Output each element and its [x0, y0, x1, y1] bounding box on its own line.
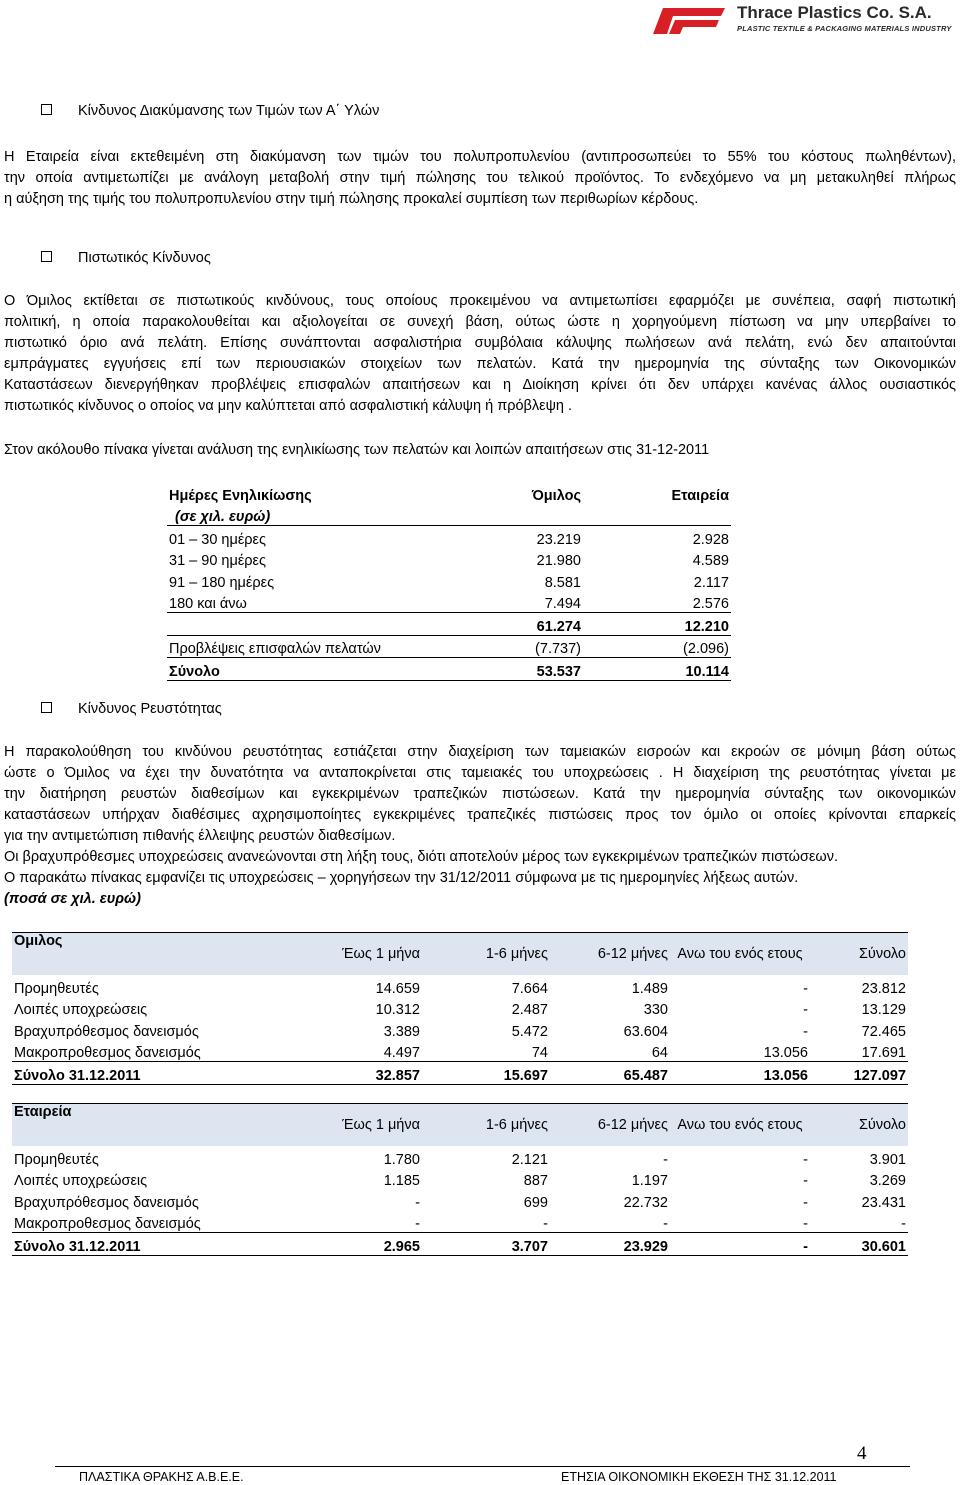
thrace-logo-icon [647, 4, 727, 36]
table-row: Προμηθευτές 1.780 2.121 - - 3.901 [14, 1151, 906, 1168]
table-row: Λοιπές υποχρεώσεις 1.185 887 1.197 - 3.269 [14, 1173, 906, 1189]
section-heading-credit-risk: Πιστωτικός Κίνδυνος [41, 250, 211, 266]
paragraph-credit-risk: Ο Όμιλος εκτίθεται σε πιστωτικούς κινδύνους, τους οποίους προκειμένου να αντιμετωπίσει εφαρμόζει με συνέπεια, σαφή πιστωτική πολιτική, η οποία παρακολουθείται και αξιολογείται σε συνεχή βάση, ούτως ώστε η χορηγούμενη πίστωση να μην υπερβαίνει το πιστωτικό όριο ανά πελάτη. Επίσης συνάπτονται ασφαλιστήρια συμβόλαια κάλυψης πωλήσεων ανά πελάτη, ενώ δεν απαιτούνται εμπράγματες εγγυήσεις επί των περιουσιακών στοιχείων των πελατών. Κατά την ημερομηνία της σύνταξης των Οικονομικών Καταστάσεων διενεργήθηκαν προβλέψεις επισφαλών απαιτήσεων και η Διοίκηση κρίνει ότι δεν υπάρχει κανένας άλλος ουσιαστικός πιστωτικός κίνδυνος ο οποίος να μην καλύπτεται από ασφαλιστική κάλυψη ή πρόβλεψη . [4, 293, 956, 414]
footer-divider [55, 1466, 910, 1467]
table-row: 91 – 180 ημέρες 8.581 2.117 [169, 574, 729, 591]
aging-subtotal-row: 61.274 12.210 [167, 613, 731, 636]
group-maturity-table [12, 932, 908, 1085]
group-total-row: Σύνολο 31.12.2011 32.857 15.697 65.487 13.056 127.097 [12, 1062, 908, 1085]
table-row: Προμηθευτές 14.659 7.664 1.489 - 23.812 [14, 980, 906, 997]
aging-header-label: Ημέρες Ενηλικίωσης [169, 487, 312, 504]
company-table-header: Εταιρεία Έως 1 μήνα 1-6 μήνες 6-12 μήνες Ανω του ενός ετους Σύνολο [12, 1104, 908, 1147]
table-row: 31 – 90 ημέρες 21.980 4.589 [169, 553, 729, 569]
group-table-title: Ομιλος [12, 933, 272, 976]
section-heading-raw-material-risk: Κίνδυνος Διακύμανσης των Τιμών των Α΄ Υλών [41, 103, 379, 119]
group-table-header: Ομιλος Έως 1 μήνα 1-6 μήνες 6-12 μήνες Ανω του ενός ετους Σύνολο [12, 933, 908, 976]
page-number: 4 [857, 1443, 867, 1464]
company-total-row: Σύνολο 31.12.2011 2.965 3.707 23.929 - 30.601 [12, 1233, 908, 1256]
aging-table-intro: Στον ακόλουθο πίνακα γίνεται ανάλυση της ενηλικίωσης των πελατών και λοιπών απαιτήσεων στις 31-12-2011 [4, 442, 710, 458]
checkbox-bullet-icon [41, 251, 52, 262]
company-name: Thrace Plastics Co. S.A. [737, 3, 932, 22]
table-row: 01 – 30 ημέρες 23.219 2.928 [169, 531, 729, 548]
paragraph-liquidity-risk: Η παρακολούθηση του κινδύνου ρευστότητας εστιάζεται στην διαχείριση των ταμειακών εισροών και εκροών σε μόνιμη βάση ούτως ώστε ο Όμιλος να έχει την δυνατότητα να ανταποκρίνεται στις ταμειακές του υποχρεώσεις . Η διαχείριση της ρευστότητας γίνεται με την διατήρηση ρευστών διαθεσίμων και εγκεκριμένων τραπεζικών πιστώσεων. Κατά την ημερομηνία σύνταξης των οικονομικών καταστάσεων υπήρχαν διαθέσιμες αχρησιμοποίητες εγκεκριμένες τραπεζικές πιστώσεις προς τον όμιλο οι οποίες κρίνονται επαρκείς για την αντιμετώπιση πιθανής έλλειψης ρευστών διαθεσίμων. Οι βραχυπρόθεσμες υποχρεώσεις ανανεώνονται στη λήξη τους, διότι αποτελούν μέρος των εγκεκριμένων τραπεζικών πιστώσεων. Ο παρακάτω πίνακας εμφανίζει τις υποχρεώσεις – χορηγήσεων την 31/12/2011 σύμφωνα με τις ημερομηνίες λήξεως αυτών. (ποσά σε χιλ. ευρώ) [4, 744, 956, 907]
aging-header-company: Εταιρεία [671, 487, 729, 504]
aging-total-row: Σύνολο 53.537 10.114 [167, 658, 731, 681]
table-row: Βραχυπρόθεσμος δανεισμός - 699 22.732 - 23.431 [14, 1194, 906, 1211]
aging-header-unit: (σε χιλ. ευρώ) [167, 504, 467, 526]
footer-report-title: ΕΤΗΣΙΑ ΟΙΚΟΝΟΜΙΚΗ ΕΚΘΕΣΗ ΤΗΣ 31.12.2011 [561, 1470, 837, 1484]
table-row: Λοιπές υποχρεώσεις 10.312 2.487 330 - 13.129 [14, 1002, 906, 1018]
footer-company: ΠΛΑΣΤΙΚΑ ΘΡΑΚΗΣ Α.Β.Ε.Ε. [79, 1470, 244, 1484]
paragraph-raw-material-risk: Η Εταιρεία είναι εκτεθειμένη στη διακύμανση των τιμών του πολυπροπυλενίου (αντιπροσωπεύει το 55% του κόστους πωληθέντων), την οποία αντιμετωπίζει με ανάλογη μεταβολή στην τιμή πώλησης του τελικού προϊόντος. Το ενδεχόμενο να μη μετακυληθεί πλήρως η αύξηση της τιμής του πολυπροπυλενίου στην τιμή πώλησης προκαλεί συμπίεση των περιθωρίων κέρδους. [4, 149, 956, 207]
aging-table [167, 482, 731, 681]
aging-table-header [167, 482, 731, 504]
section-heading-liquidity-risk: Κίνδυνος Ρευστότητας [41, 701, 222, 717]
table-row: Μακροπροθεσμος δανεισμός - - - - - [12, 1211, 908, 1233]
aging-header-group: Όμιλος [531, 487, 581, 504]
company-maturity-table [12, 1103, 908, 1256]
checkbox-bullet-icon [41, 702, 52, 713]
checkbox-bullet-icon [41, 104, 52, 115]
table-row: 180 και άνω 7.494 2.576 [167, 591, 731, 613]
table-row: Μακροπροθεσμος δανεισμός 4.497 74 64 13.056 17.691 [12, 1040, 908, 1062]
company-table-title: Εταιρεία [12, 1104, 272, 1147]
aging-provision-row: Προβλέψεις επισφαλών πελατών (7.737) (2.096) [167, 635, 731, 658]
table-row: Βραχυπρόθεσμος δανεισμός 3.389 5.472 63.604 - 72.465 [14, 1023, 906, 1040]
company-tagline: PLASTIC TEXTILE & PACKAGING MATERIALS INDUSTRY [737, 24, 952, 33]
